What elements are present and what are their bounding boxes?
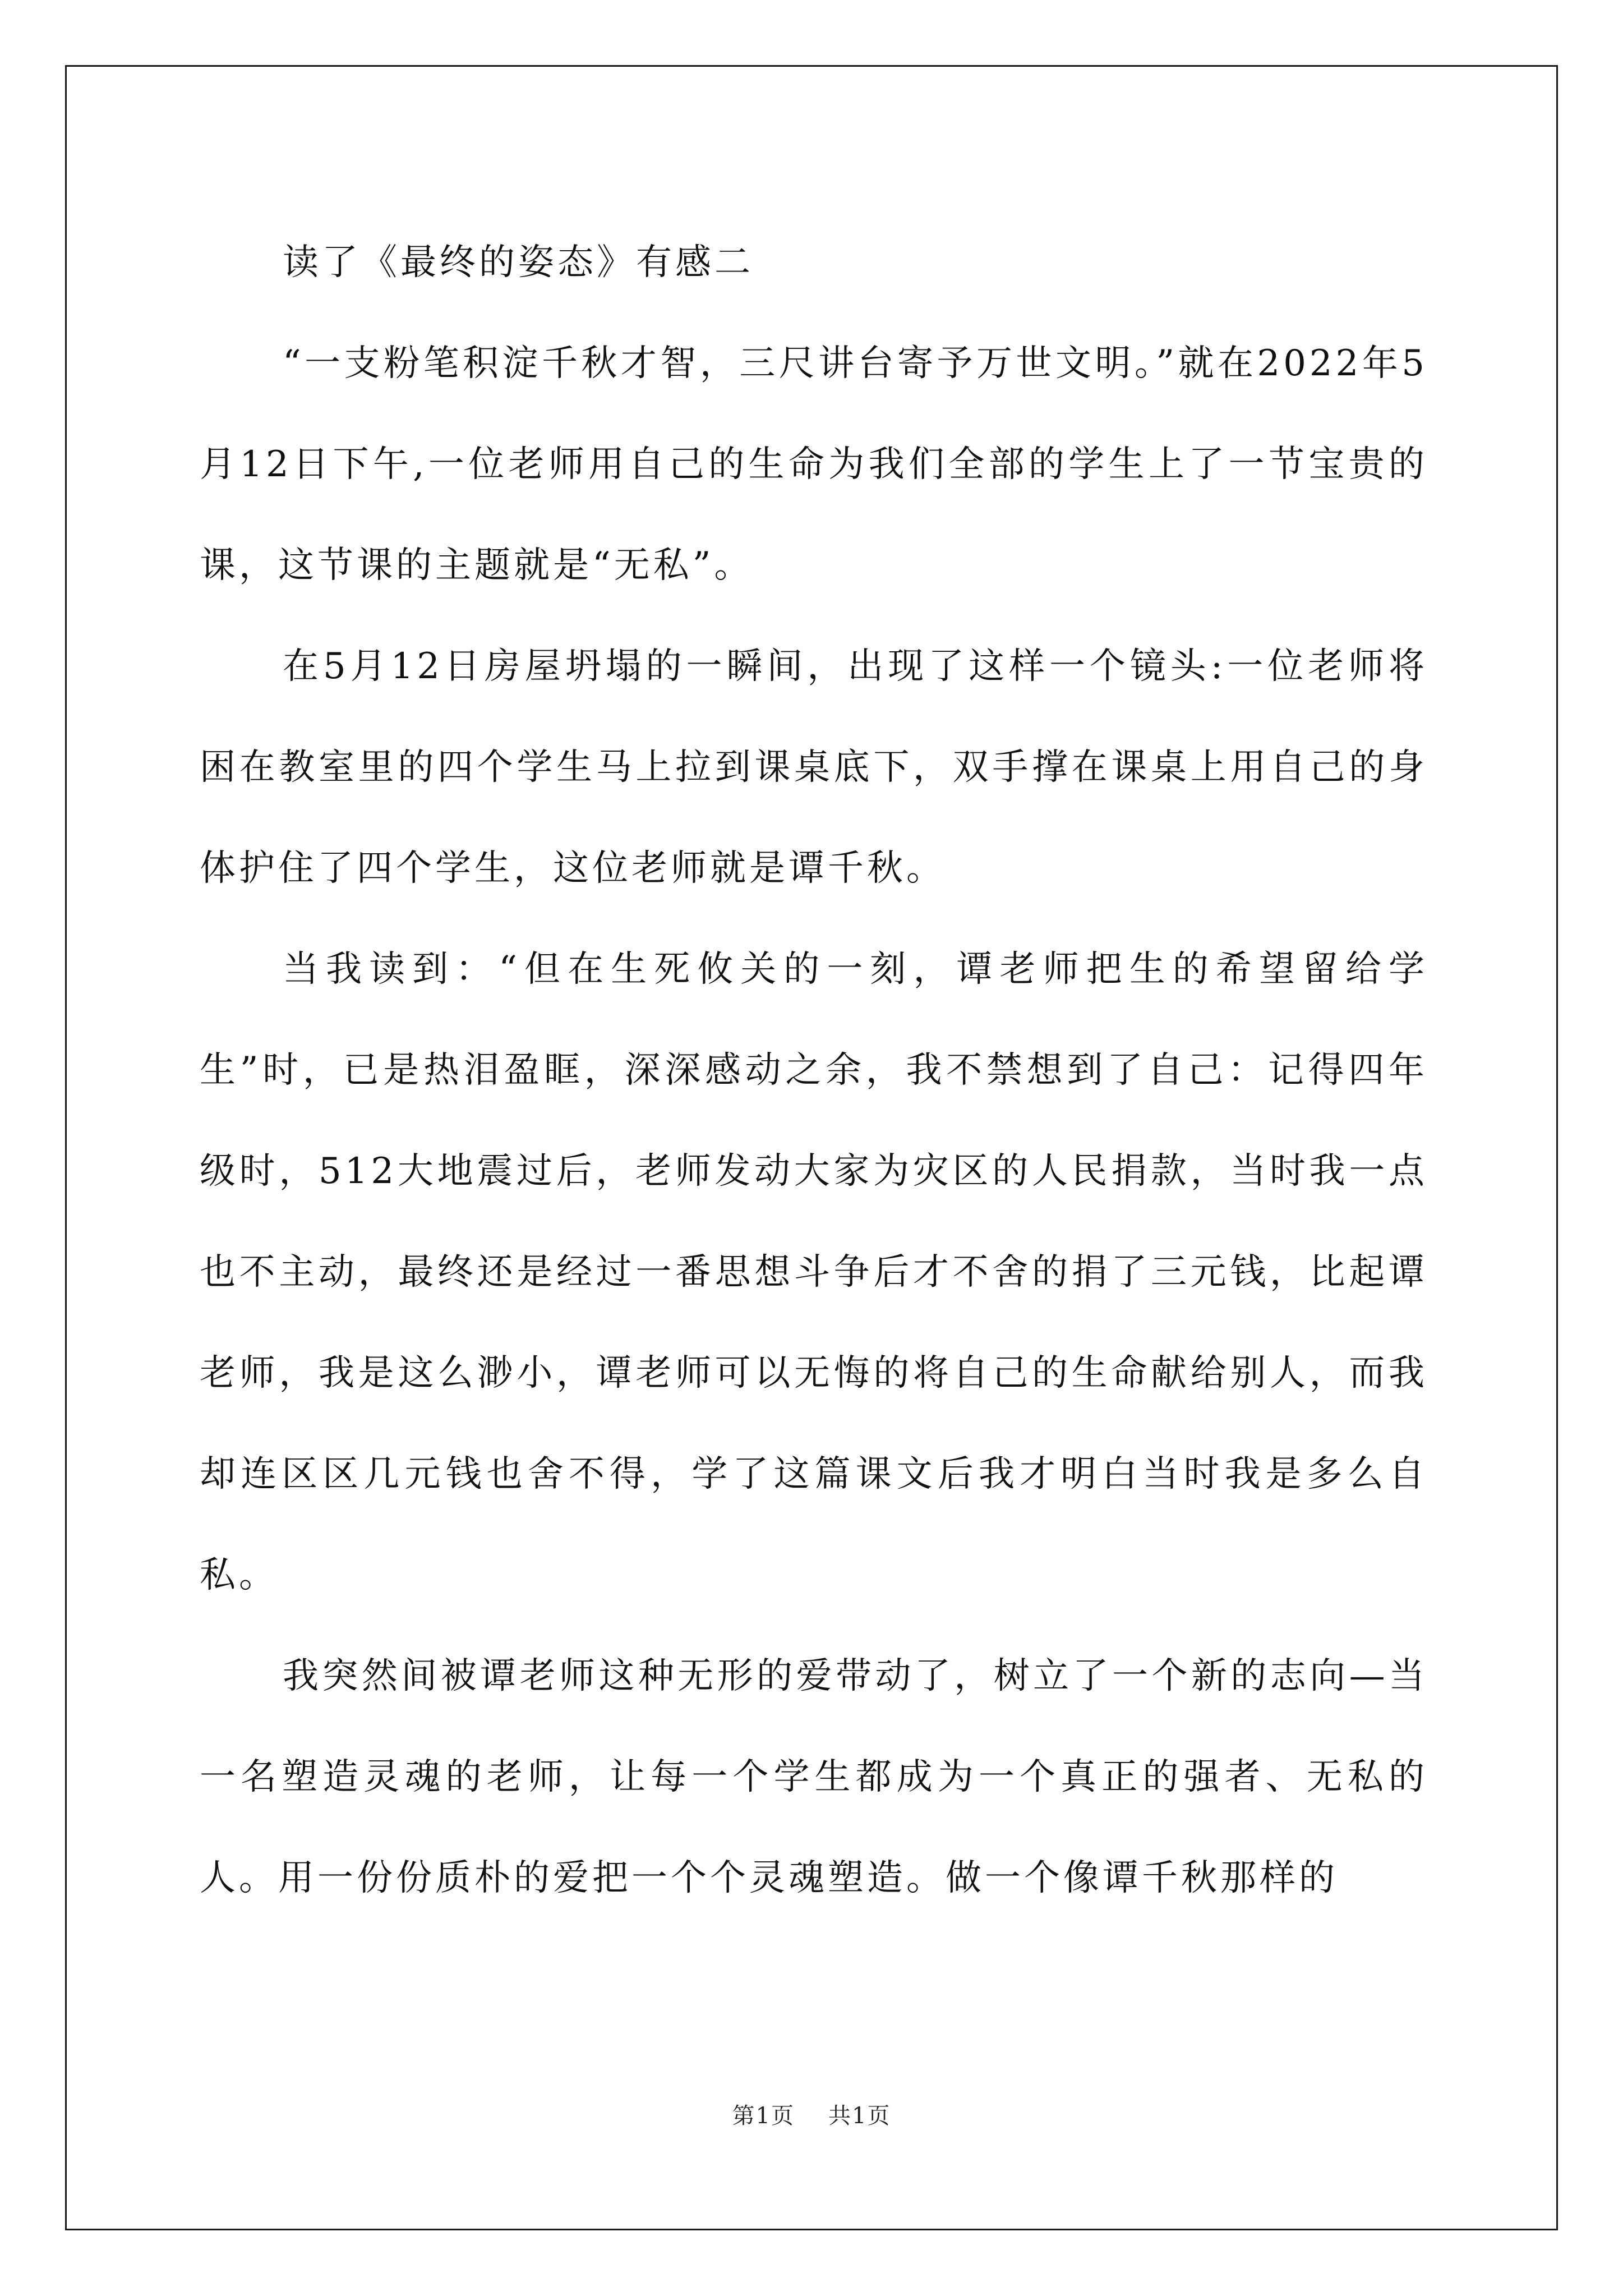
paragraph: “一支粉笔积淀千秋才智，三尺讲台寄予万世文明。”就在2022年5月12日下午,一位老师用自己的生命为我们全部的学生上了一节宝贵的课，这节课的主题就是“无私”。 [200,343,1428,586]
document-body [200,212,1428,1929]
page-number: 第1页 [732,2103,795,2129]
paragraph: 当我读到：“但在生死攸关的一刻，谭老师把生的希望留给学生”时，已是热泪盈眶，深深感动之余，我不禁想到了自己：记得四年级时，512大地震过后，老师发动大家为灾区的人民捐款，当时我一点也不主动，最终还是经过一番思想斗争后才不舍的捐了三元钱，比起谭老师，我是这么渺小，谭老师可以无悔的将自己的生命献给别人，而我却连区区几元钱也舍不得，学了这篇课文后我才明白当时我是多么自私。 [200,949,1428,1596]
paragraph: 在5月12日房屋坍塌的一瞬间，出现了这样一个镜头:一位老师将困在教室里的四个学生马上拉到课桌底下，双手撑在课桌上用自己的身体护住了四个学生，这位老师就是谭千秋。 [200,646,1428,889]
paragraph: 我突然间被谭老师这种无形的爱带动了，树立了一个新的志向—当一名塑造灵魂的老师，让每一个学生都成为一个真正的强者、无私的人。用一份份质朴的爱把一个个灵魂塑造。做一个像谭千秋那样的 [200,1655,1428,1899]
page-total: 共1页 [828,2103,891,2129]
document-title: 读了《最终的姿态》有感二 [283,242,754,283]
page-footer [0,2098,1623,2130]
